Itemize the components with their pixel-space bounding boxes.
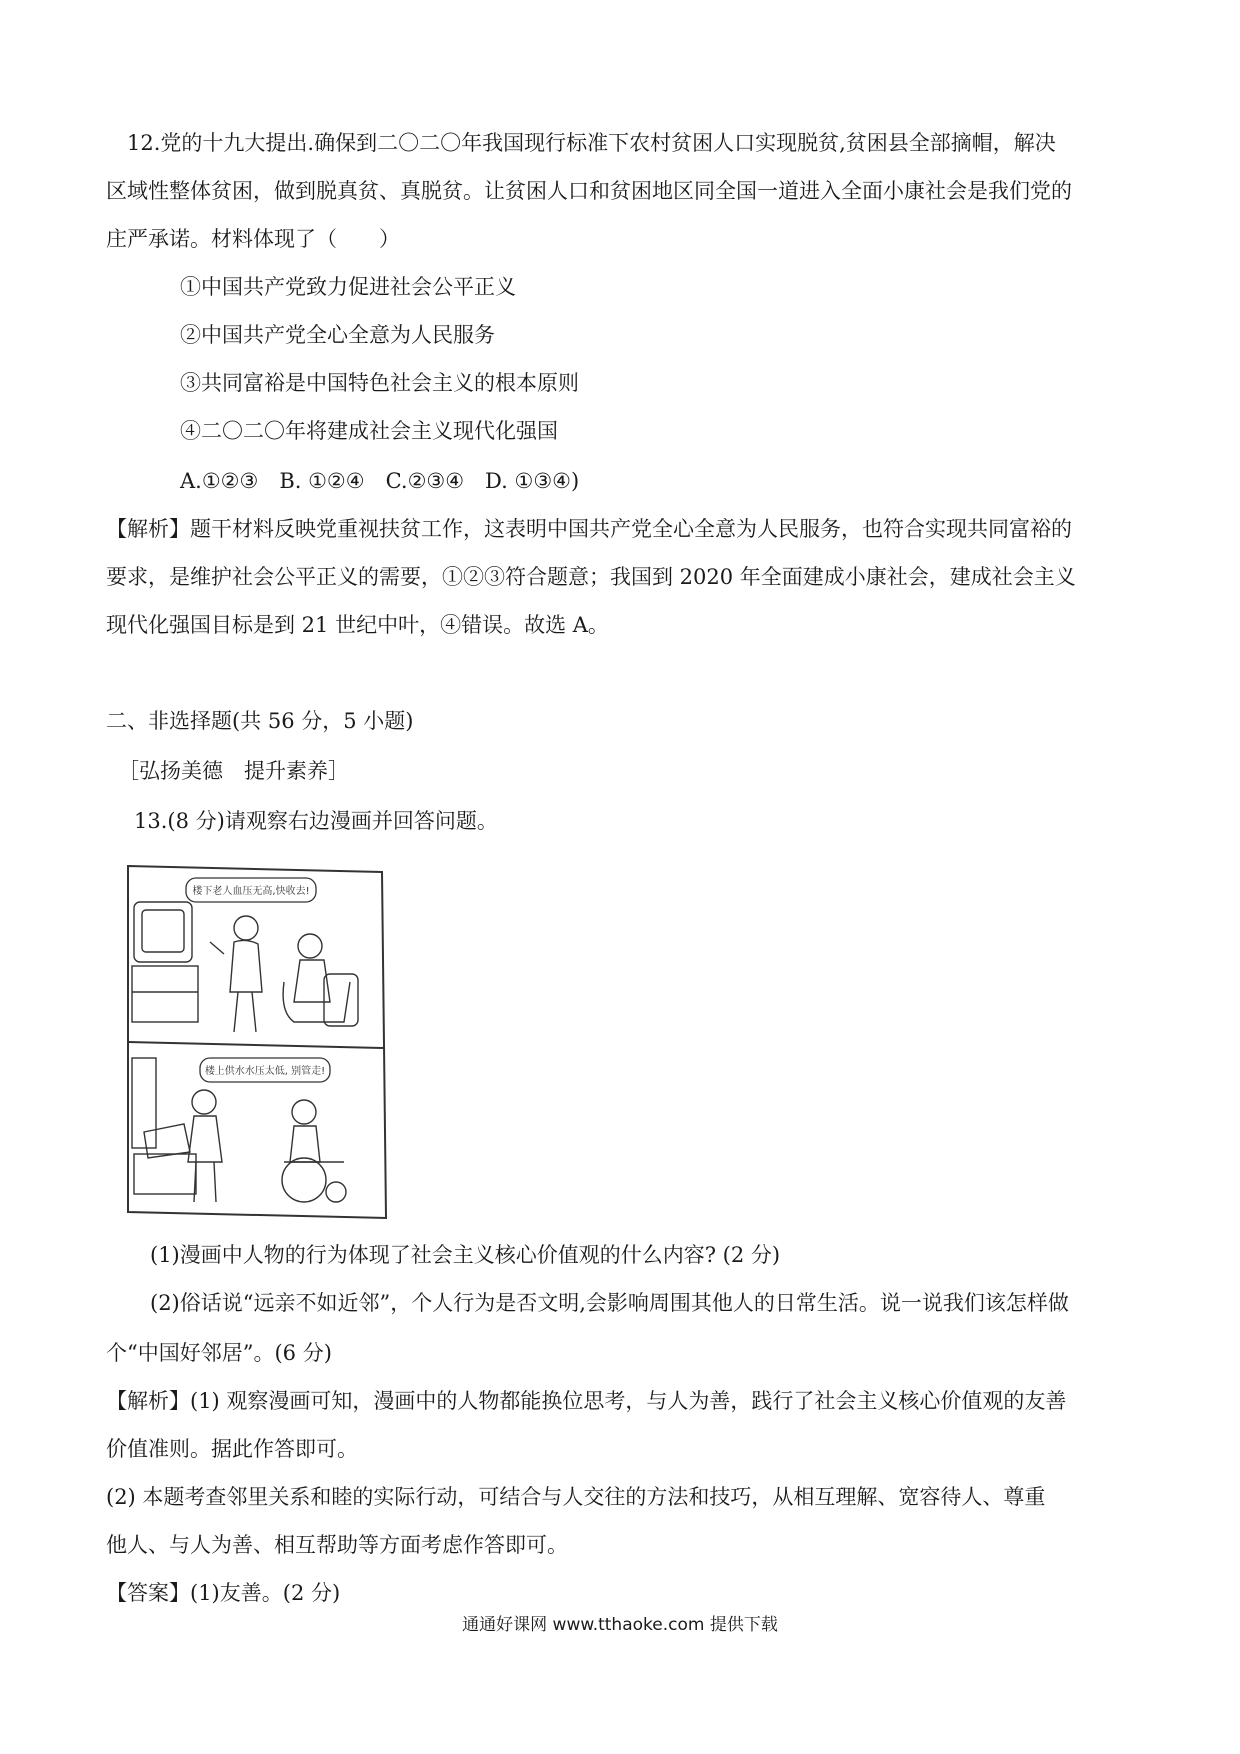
q13-subquestion-1: (1)漫画中人物的行为体现了社会主义核心价值观的什么内容? (2 分) <box>150 1243 781 1267</box>
page-footer: 通通好课网 www.tthaoke.com 提供下载 <box>462 1615 778 1635</box>
q13-subquestion-2-line-1: (2)俗话说“远亲不如近邻”，个人行为是否文明,会影响周围其他人的日常生活。说一说我们该怎样做 <box>150 1291 1069 1315</box>
q13-stem: 13.(8 分)请观察右边漫画并回答问题。 <box>134 809 498 833</box>
q13-analysis-3: (2) 本题考查邻里关系和睦的实际行动，可结合与人交往的方法和技巧，从相互理解、宽容待人、尊重 <box>106 1485 1046 1509</box>
q12-option-3: ③共同富裕是中国特色社会主义的根本原则 <box>180 371 579 395</box>
q12-option-1: ①中国共产党致力促进社会公平正义 <box>180 275 516 299</box>
q12-line-2: 区域性整体贫困，做到脱真贫、真脱贫。让贫困人口和贫困地区同全国一道进入全面小康社会是我们党的 <box>106 179 1072 203</box>
q12-line-1: 12.党的十九大提出.确保到二〇二〇年我国现行标准下农村贫困人口实现脱贫,贫困县全部摘帽，解决 <box>127 131 1056 155</box>
q13-analysis-4: 他人、与人为善、相互帮助等方面考虑作答即可。 <box>106 1533 568 1557</box>
q13-answer-1: 【答案】(1)友善。(2 分) <box>106 1581 341 1605</box>
q12-choices: A.①②③ B. ①②④ C.②③④ D. ①③④) <box>180 469 580 493</box>
section-subheading: ［弘扬美德 提升素养］ <box>118 759 349 783</box>
comic-caption-bottom: 楼上供水水压太低, 别管走! <box>204 1066 326 1077</box>
comic-illustration <box>124 862 388 1222</box>
q12-analysis-2: 要求，是维护社会公平正义的需要，①②③符合题意；我国到 2020 年全面建成小康社会，建成社会主义 <box>106 565 1076 589</box>
q12-analysis-1: 【解析】题干材料反映党重视扶贫工作，这表明中国共产党全心全意为人民服务，也符合实现共同富裕的 <box>106 517 1072 541</box>
section-heading: 二、非选择题(共 56 分，5 小题) <box>106 709 414 733</box>
q13-subquestion-2-line-2: 个“中国好邻居”。(6 分) <box>106 1341 332 1365</box>
q13-analysis-2: 价值准则。据此作答即可。 <box>106 1437 358 1461</box>
q12-option-2: ②中国共产党全心全意为人民服务 <box>180 323 495 347</box>
q12-line-3: 庄严承诺。材料体现了（ ） <box>106 227 400 251</box>
q12-option-4: ④二〇二〇年将建成社会主义现代化强国 <box>180 419 558 443</box>
q12-analysis-3: 现代化强国目标是到 21 世纪中叶，④错误。故选 A。 <box>106 613 609 637</box>
q13-analysis-1: 【解析】(1) 观察漫画可知，漫画中的人物都能换位思考，与人为善，践行了社会主义核心价值观的友善 <box>106 1389 1067 1413</box>
comic-caption-top: 楼下老人血压无高,快收去! <box>192 886 310 897</box>
